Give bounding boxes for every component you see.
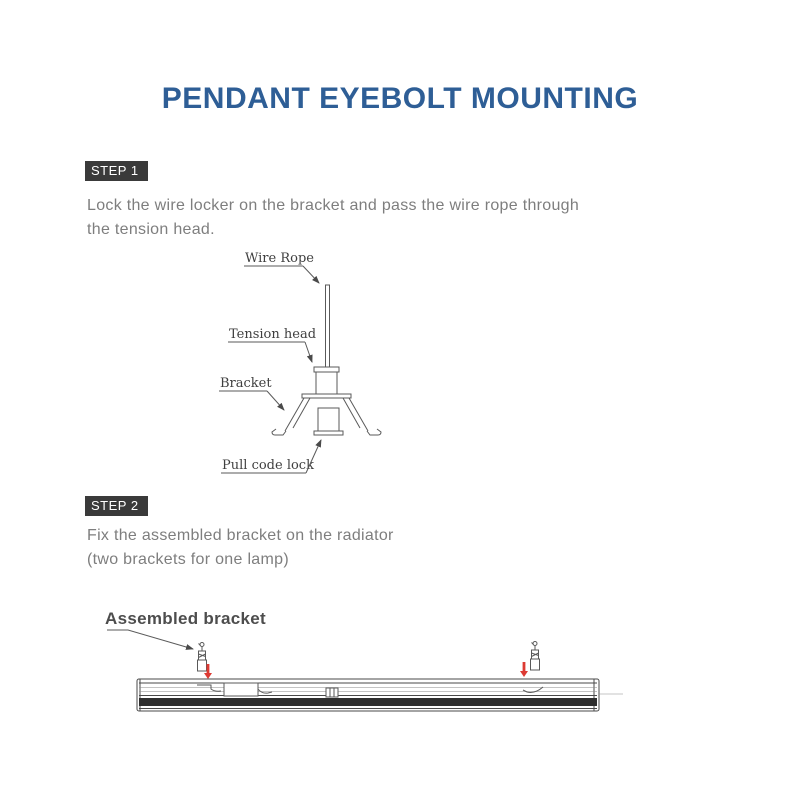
step-1-description-line-2: the tension head. [87,221,215,238]
step-1-description-line-1: Lock the wire locker on the bracket and pass the wire rope through [87,197,580,214]
pull-code-lock-drawing [318,408,339,431]
pull-code-lock-base-drawing [314,431,343,435]
wire-rope-drawing [326,285,330,367]
tension-head-flange-drawing [314,367,339,372]
page-title: PENDANT EYEBOLT MOUNTING [161,82,639,115]
step-1-description [87,194,579,242]
down-arrow-red-right [520,662,528,677]
lamp-left-hook-detail [197,685,221,691]
step-2-description [87,524,394,572]
tension-head-body-drawing [316,372,337,394]
lamp-middle-connector [326,688,338,697]
lamp-profile-drawing [137,679,623,711]
wire-rope-label: Wire Rope [245,251,314,266]
lamp-driver-box [224,683,258,696]
step-2-description-line-2: (two brackets for one lamp) [87,551,289,568]
lamp-mounting-diagram [100,628,625,720]
bracket-right-leg-drawing [343,398,381,435]
bracket-plate-drawing [302,394,351,398]
bracket-leader-line [267,391,284,410]
bracket-label: Bracket [220,376,272,391]
step-2-badge: STEP 2 [85,496,148,516]
assembled-bracket-icon-left [198,643,207,672]
lamp-center-hook-detail [258,689,272,693]
step-2-description-line-1: Fix the assembled bracket on the radiator [87,527,394,544]
step-1-badge: STEP 1 [85,161,148,181]
assembled-bracket-icon-right [531,642,540,671]
tension-head-label: Tension head [229,327,317,342]
bracket-assembly-diagram [215,248,400,483]
assembled-bracket-label: Assembled bracket [105,609,267,628]
assembled-bracket-leader-line [107,630,193,649]
wire-rope-leader-line [303,266,319,283]
pull-code-lock-label: Pull code lock [222,458,314,473]
tension-head-leader-line [305,342,312,362]
